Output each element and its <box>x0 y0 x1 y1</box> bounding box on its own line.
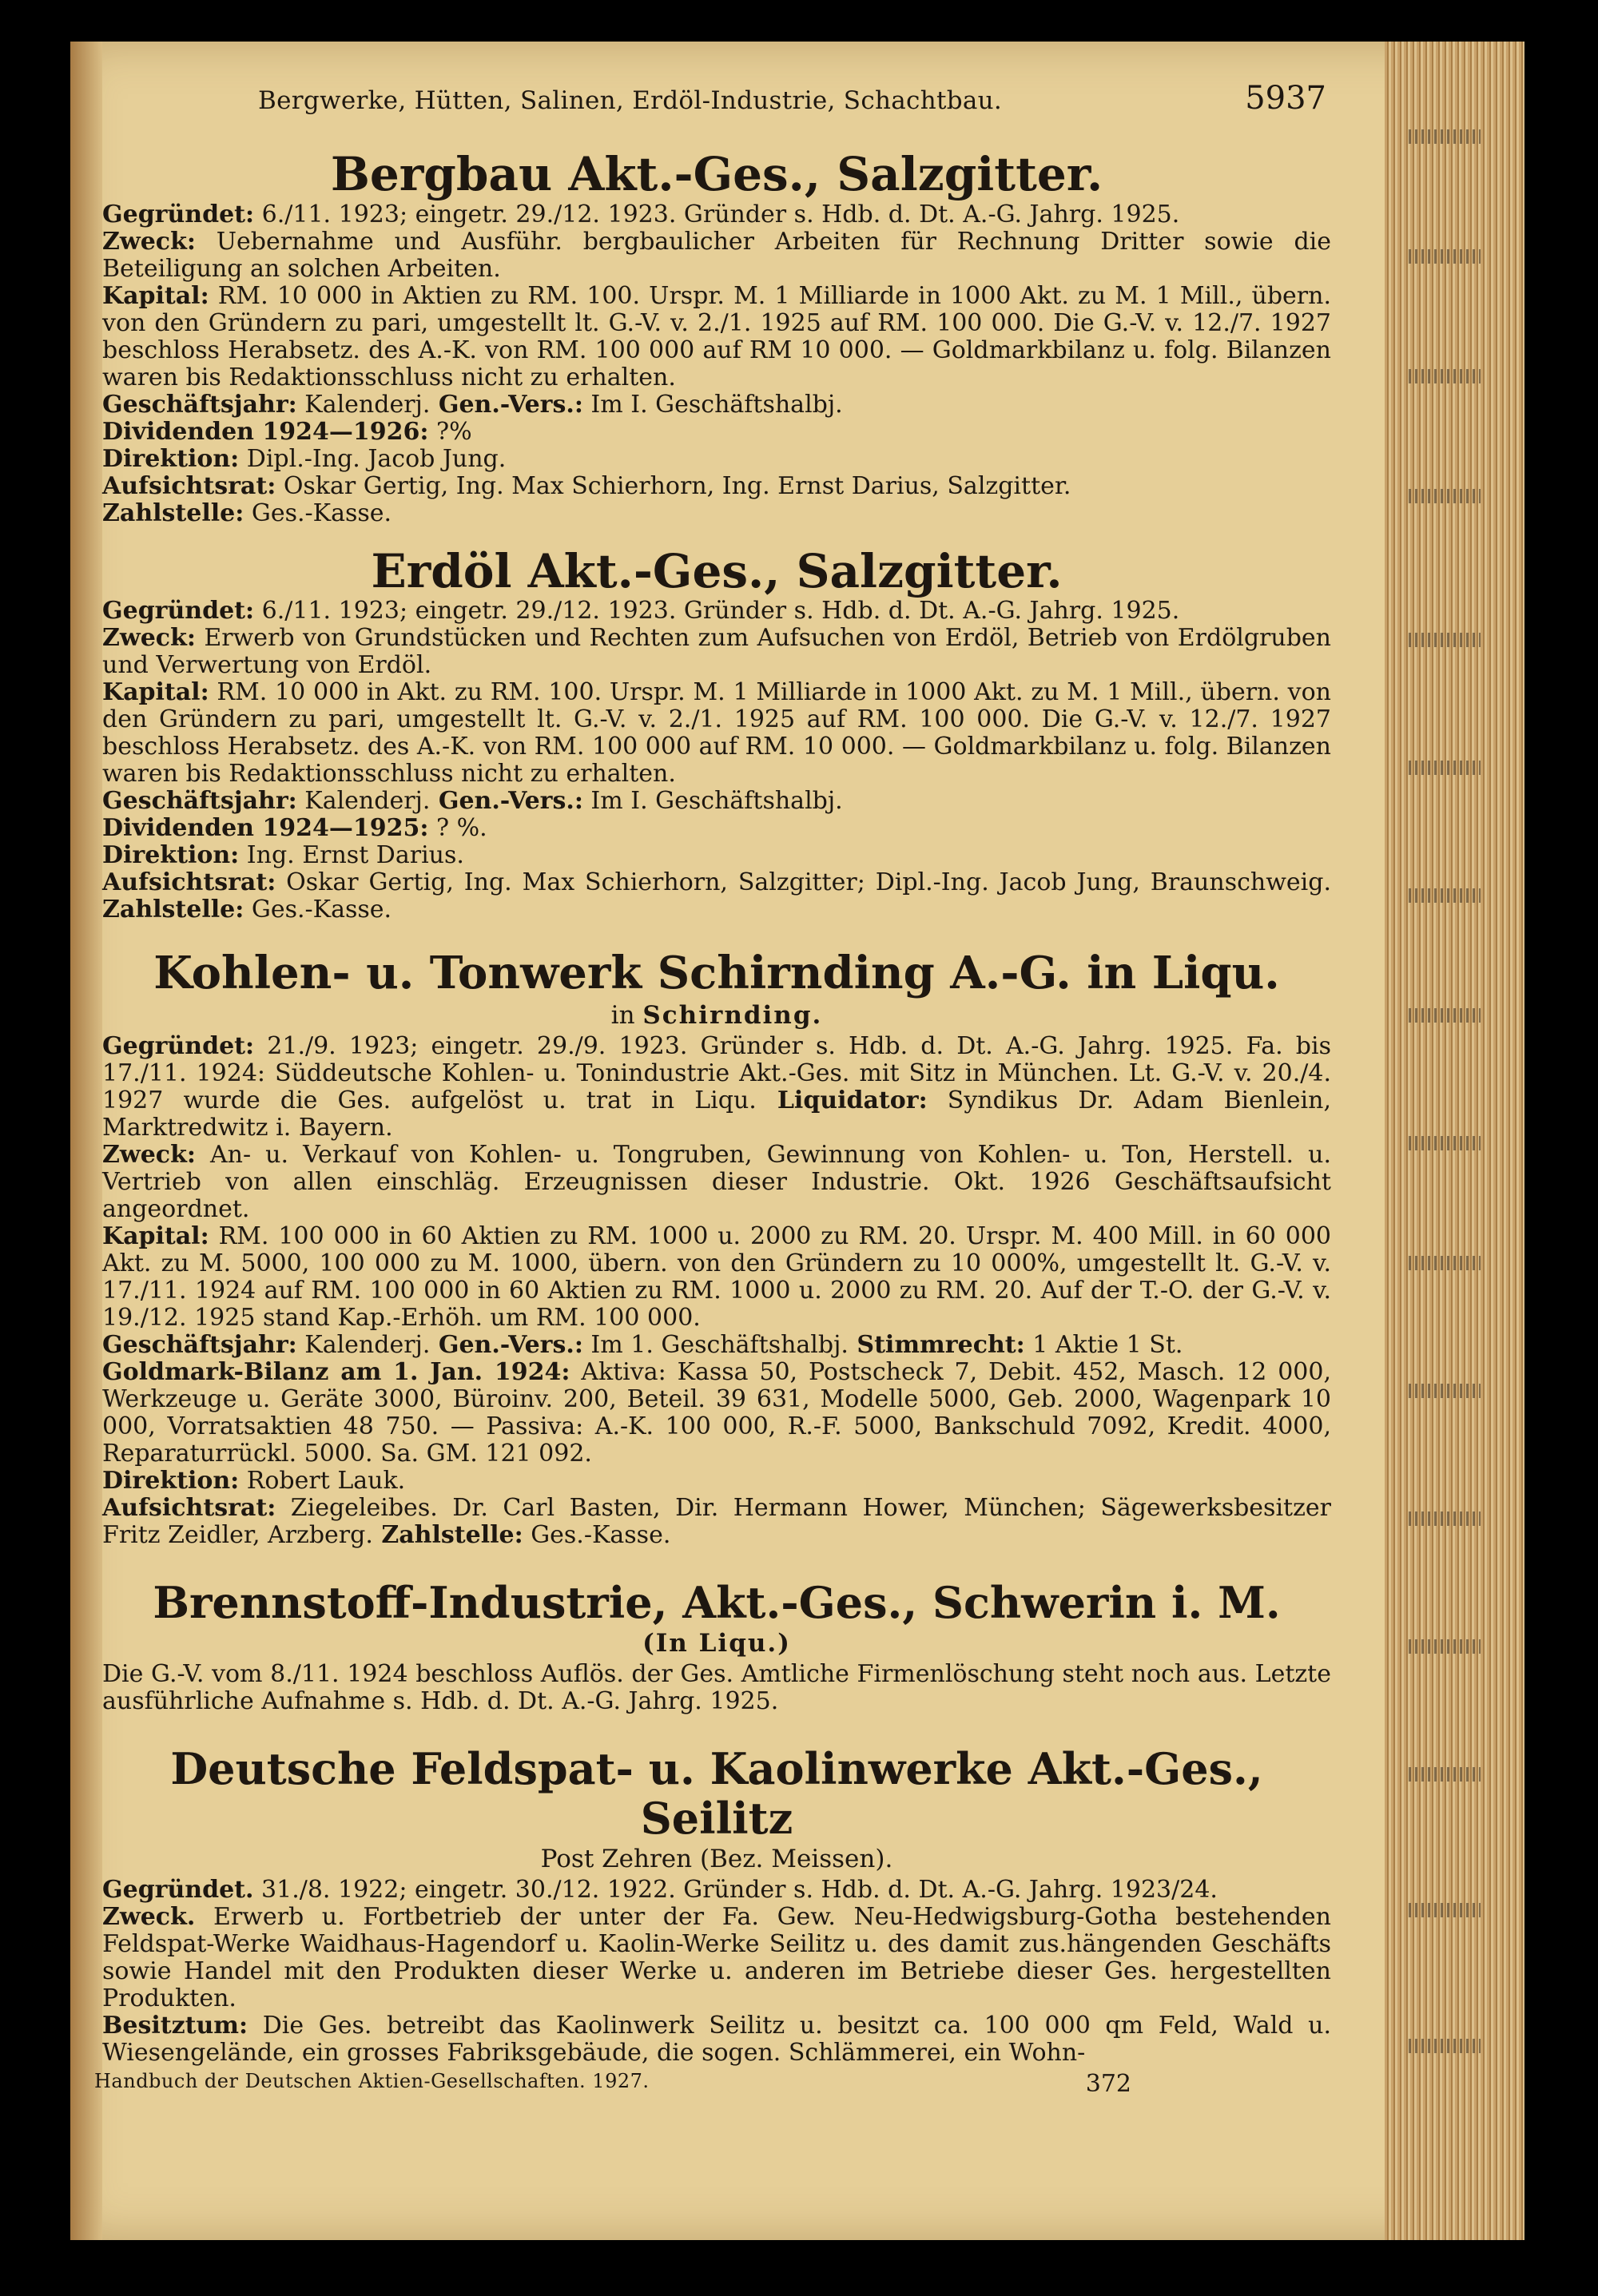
page-content <box>94 80 1332 2099</box>
entry-paragraph: Aufsichtsrat: Ziegeleibes. Dr. Carl Basten, Dir. Hermann Hower, München; Sägewerksbesitzer Fritz Zeidler, Arzberg. Zahlstelle: Ges.-Kasse. <box>102 1493 1331 1549</box>
entry-paragraph: Direktion: Ing. Ernst Darius. <box>102 841 464 870</box>
entry-paragraph: Gegründet: 6./11. 1923; eingetr. 29./12. 1923. Gründer s. Hdb. d. Dt. A.-G. Jahrg. 1925. <box>102 597 1180 626</box>
entry-paragraph: Goldmark-Bilanz am 1. Jan. 1924: Aktiva: Kassa 50, Postscheck 7, Debit. 452, Masch. 12 000, Werkzeuge u. Geräte 3000, Büroinv. 200, Beteil. 39 631, Modelle 5000, Geb. 2000, Wagenpark 10 000, Vorratsaktien 48 750. — Passiva: A.-K. 100 000, R.-F. 5000, Bankschuld 7092, Kredit. 4000, Reparaturrückl. 5000. Sa. GM. 121 092. <box>102 1357 1332 1468</box>
entry-paragraph: Dividenden 1924—1925: ? %. <box>102 814 487 843</box>
entry-paragraph: Dividenden 1924—1926: ?% <box>102 417 472 446</box>
entry-paragraph: Zweck: Uebernahme und Ausführ. bergbaulicher Arbeiten für Rechnung Dritter sowie die Beteiligung an solchen Arbeiten. <box>102 227 1331 283</box>
entry-schirnding <box>102 947 1331 1548</box>
entry-title: Deutsche Feldspat- u. Kaolinwerke Akt.-Ges., Seilitz <box>170 1742 1263 1844</box>
entry-subtitle: in Schirnding. <box>610 1000 823 1030</box>
entry-title: Kohlen- u. Tonwerk Schirnding A.-G. in Liqu. <box>153 947 1280 1000</box>
entry-paragraph: Aufsichtsrat: Oskar Gertig, Ing. Max Schierhorn, Salzgitter; Dipl.-Ing. Jacob Jung, Braunschweig. Zahlstelle: Ges.-Kasse. <box>102 868 1331 924</box>
entry-paragraph: Gegründet. 31./8. 1922; eingetr. 30./12. 1922. Gründer s. Hdb. d. Dt. A.-G. Jahrg. 1923/24. <box>102 1876 1218 1905</box>
entry-bergbau <box>102 148 1331 527</box>
entry-paragraph: Geschäftsjahr: Kalenderj. Gen.-Vers.: Im I. Geschäftshalbj. <box>102 787 843 816</box>
entry-title: Brennstoff-Industrie, Akt.-Ges., Schwerin i. M. <box>153 1576 1281 1628</box>
entry-paragraph: Die G.-V. vom 8./11. 1924 beschloss Auflös. der Ges. Amtliche Firmenlöschung steht noch aus. Letzte ausführliche Aufnahme s. Hdb. d. Dt. A.-G. Jahrg. 1925. <box>102 1659 1331 1715</box>
page-number: 5937 <box>1245 80 1326 117</box>
entry-paragraph: Aufsichtsrat: Oskar Gertig, Ing. Max Schierhorn, Ing. Ernst Darius, Salzgitter. <box>102 471 1071 500</box>
signature-mark: 372 <box>1085 2070 1131 2099</box>
publication-footer: Handbuch der Deutschen Aktien-Gesellschaften. 1927. <box>94 2070 650 2093</box>
entry-subtitle: Post Zehren (Bez. Meissen). <box>540 1845 893 1874</box>
entry-paragraph: Kapital: RM. 10 000 in Aktien zu RM. 100. Urspr. M. 1 Milliarde in 1000 Akt. zu M. 1 Mill., übern. von den Gründern zu pari, umgestellt lt. G.-V. v. 2./1. 1925 auf RM. 100 000. Die G.-V. v. 12./7. 1927 beschloss Herabsetz. des A.-K. von RM. 100 000 auf RM 10 000. — Goldmarkbilanz u. folg. Bilanzen waren bis Redaktionsschluss nicht zu erhalten. <box>102 281 1331 391</box>
entry-erdoel <box>102 545 1331 924</box>
entry-title: Bergbau Akt.-Ges., Salzgitter. <box>330 147 1103 201</box>
entry-paragraph: Besitztum: Die Ges. betreibt das Kaolinwerk Seilitz u. besitzt ca. 100 000 qm Feld, Wald u. Wiesengelände, ein grosses Fabriksgebäude, die sogen. Schlämmerei, ein Wohn- <box>102 2012 1331 2068</box>
entry-paragraph: Zweck: Erwerb von Grundstücken und Rechten zum Aufsuchen von Erdöl, Betrieb von Erdölgruben und Verwertung von Erdöl. <box>102 624 1331 680</box>
entry-paragraph: Geschäftsjahr: Kalenderj. Gen.-Vers.: Im 1. Geschäftshalbj. Stimmrecht: 1 Aktie 1 St. <box>102 1330 1183 1359</box>
entry-title: Erdöl Akt.-Ges., Salzgitter. <box>371 543 1063 598</box>
entry-brennstoff <box>102 1578 1331 1715</box>
entry-paragraph: Geschäftsjahr: Kalenderj. Gen.-Vers.: Im I. Geschäftshalbj. <box>102 390 843 419</box>
page-gutter <box>70 42 102 2240</box>
entry-paragraph: Gegründet: 6./11. 1923; eingetr. 29./12. 1923. Gründer s. Hdb. d. Dt. A.-G. Jahrg. 1925. <box>102 200 1180 228</box>
entry-paragraph: Kapital: RM. 100 000 in 60 Aktien zu RM. 1000 u. 2000 zu RM. 20. Urspr. M. 400 Mill. in 60 000 Akt. zu M. 5000, 100 000 zu M. 1000, übern. von den Gründern zu 10 000%, umgestellt lt. G.-V. v. 17./11. 1924 auf RM. 100 000 in 60 Aktien zu RM. 1000 u. 2000 zu RM. 20. Auf der T.-O. der G.-V. v. 19./12. 1925 stand Kap.-Erhöh. um RM. 100 000. <box>102 1221 1331 1332</box>
entry-paragraph: Zweck. Erwerb u. Fortbetrieb der unter der Fa. Gew. Neu-Hedwigsburg-Gotha bestehenden Feldspat-Werke Waidhaus-Hagendorf u. Kaolin-Werke Seilitz u. des damit zus.hängenden Geschäfts sowie Handel mit den Produkten dieser Werke u. anderen im Betriebe dieser Ges. hergestellten Produkten. <box>102 1903 1331 2013</box>
entry-paragraph: Zweck: An- u. Verkauf von Kohlen- u. Tongruben, Gewinnung von Kohlen- u. Ton, Herstell. u. Vertrieb von allen einschläg. Erzeugnissen dieser Industrie. Okt. 1926 Geschäftsaufsicht angeordnet. <box>102 1140 1331 1223</box>
page-edges <box>1385 42 1524 2240</box>
running-header <box>102 80 1331 128</box>
entry-paragraph: Kapital: RM. 10 000 in Akt. zu RM. 100. Urspr. M. 1 Milliarde in 1000 Akt. zu M. 1 Mill., übern. von den Gründern zu pari, umgestellt lt. G.-V. v. 2./1. 1925 auf RM. 100 000. Die G.-V. v. 12./7. 1927 beschloss Herabsetz. des A.-K. von RM. 100 000 auf RM. 10 000. — Goldmarkbilanz u. folg. Bilanzen waren bis Redaktionsschluss nicht zu erhalten. <box>102 678 1331 789</box>
entry-paragraph: Direktion: Dipl.-Ing. Jacob Jung. <box>102 444 507 473</box>
entry-paragraph: Direktion: Robert Lauk. <box>102 1466 406 1495</box>
entry-subtitle: (In Liqu.) <box>642 1628 791 1658</box>
entry-paragraph: Zahlstelle: Ges.-Kasse. <box>102 499 392 527</box>
running-title: Bergwerke, Hütten, Salinen, Erdöl-Industrie, Schachtbau. <box>258 86 1003 115</box>
page-footer <box>94 2070 1331 2099</box>
entry-feldspat <box>102 1744 1331 2067</box>
entry-paragraph: Gegründet: 21./9. 1923; eingetr. 29./9. 1923. Gründer s. Hdb. d. Dt. A.-G. Jahrg. 1925. Fa. bis 17./11. 1924: Süddeutsche Kohlen- u. Tonindustrie Akt.-Ges. mit Sitz in München. Lt. G.-V. v. 20./4. 1927 wurde die Ges. aufgelöst u. trat in Liqu. Liquidator: Syndikus Dr. Adam Bienlein, Marktredwitz i. Bayern. <box>102 1031 1331 1142</box>
